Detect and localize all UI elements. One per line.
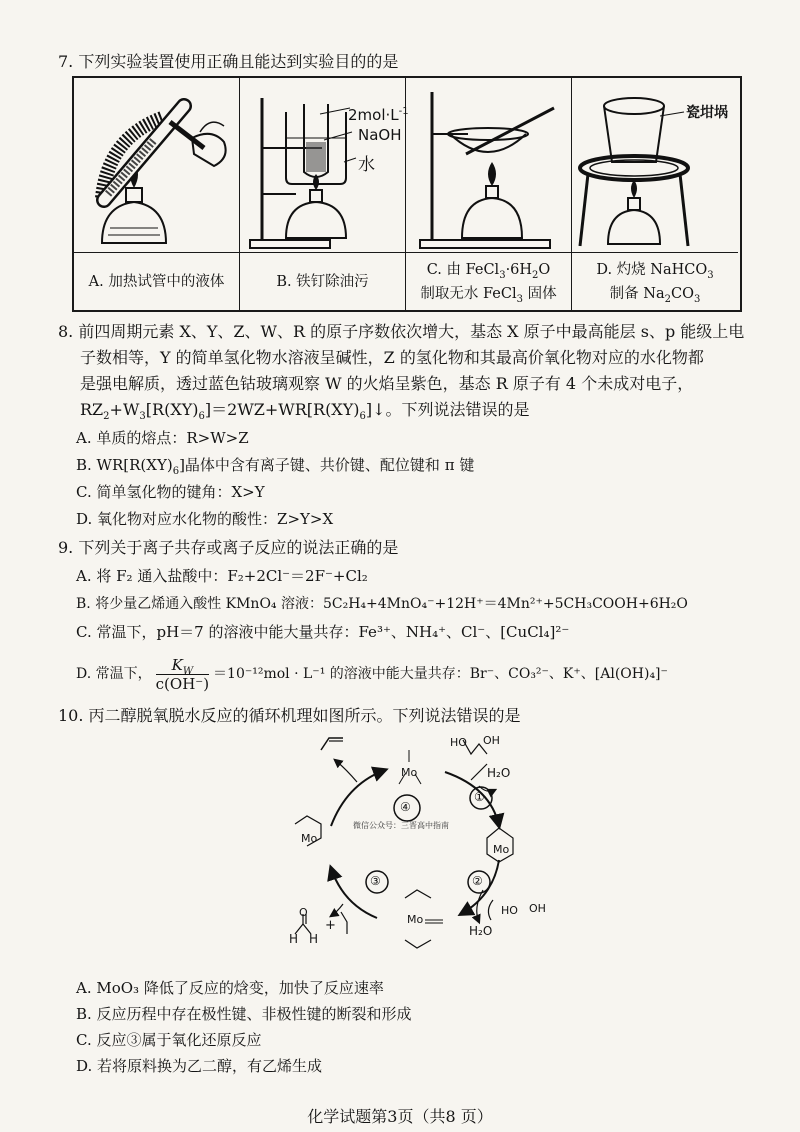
fraction-denominator: c(OH⁻) bbox=[155, 674, 210, 693]
kw-symbol: K bbox=[171, 655, 183, 674]
caption-c-l2-a: 制取无水 FeCl bbox=[420, 285, 517, 302]
q9-option-b: B. 将少量乙烯通入酸性 KMnO₄ 溶液：5C₂H₄+4MnO₄⁻+12H⁺＝4Mn²⁺+5CH₃COOH+6H₂O bbox=[76, 596, 688, 612]
q8-line-3: 是强电解质，透过蓝色钴玻璃观察 W 的火焰呈紫色，基态 R 原子有 4 个未成对电子， bbox=[80, 374, 694, 393]
page-footer: 化学试题第3页（共8 页） bbox=[307, 1107, 493, 1126]
caption-c-line2: 制取无水 FeCl$_3$ 固体 bbox=[420, 285, 557, 305]
caption-c-l1-a: C. 由 FeCl bbox=[426, 261, 500, 278]
q7-stem: 7. 下列实验装置使用正确且能达到实验目的的是 bbox=[58, 52, 399, 71]
q9-optd-post: ＝10⁻¹²mol · L⁻¹ 的溶液中能大量共存：Br⁻、CO₃²⁻、K⁺、[Al(OH)₄]⁻ bbox=[213, 666, 668, 682]
q8-option-c: C. 简单氢化物的键角：X>Y bbox=[76, 483, 265, 501]
q9-stem: 9. 下列关于离子共存或离子反应的说法正确的是 bbox=[58, 538, 399, 557]
q8-l4-e: ]↓。下列说法错误的是 bbox=[365, 400, 530, 419]
wechat-watermark: 微信公众号：三晋高中指南 bbox=[353, 821, 449, 830]
panel-d-crucible-label: 瓷坩埚 bbox=[686, 105, 728, 121]
q8-line-4: $RZ_2+W_3[R(XY)_6]=2WZ+WR[R(XY)_6]↓$。下列说法错误的是 bbox=[80, 400, 530, 423]
caption-d-l2-b: CO bbox=[670, 285, 694, 302]
beaker-water-bath-illustration bbox=[240, 78, 406, 252]
o-label-formaldehyde: O bbox=[299, 906, 308, 919]
caption-d-l2-a: 制备 Na bbox=[609, 285, 665, 302]
caption-c-l1-c: O bbox=[538, 261, 551, 278]
step-3-label: ③ bbox=[370, 874, 381, 888]
q8-line-2: 子数相等，Y 的简单氢化物水溶液呈碱性，Z 的氢化物和其最高价氧化物对应的水化物都 bbox=[80, 348, 704, 367]
q9-optd-pre: D. 常温下， bbox=[76, 666, 152, 682]
q7-caption-a bbox=[74, 252, 239, 310]
step-1-label: ① bbox=[474, 790, 485, 804]
q10-stem: 10. 丙二醇脱氧脱水反应的循环机理如图所示。下列说法错误的是 bbox=[58, 706, 521, 725]
q9-option-a: A. 将 F₂ 通入盐酸中：F₂+2Cl⁻＝2F⁻+Cl₂ bbox=[76, 567, 368, 585]
q8-line-1: 8. 前四周期元素 X、Y、Z、W、R 的原子序数依次增大，基态 X 原子中最高能层 s、p 能级上电 bbox=[58, 322, 745, 341]
q7-apparatus-table bbox=[72, 76, 742, 312]
ho-label-bottom: HO bbox=[501, 904, 518, 917]
caption-d-line1: D. 灼烧 NaHCO$_3$ bbox=[596, 261, 714, 281]
caption-d-line2: 制备 $Na_2CO_3$ bbox=[609, 285, 701, 305]
caption-a-text: A. 加热试管中的液体 bbox=[88, 273, 225, 290]
q8-l4-d: ]＝2WZ+WR[R(XY) bbox=[204, 400, 360, 419]
q7-caption-b bbox=[240, 252, 405, 310]
caption-d-l1: D. 灼烧 NaHCO bbox=[596, 261, 708, 278]
h2o-label-bottom: H₂O bbox=[469, 924, 493, 938]
q8-option-d: D. 氧化物对应水化物的酸性：Z>Y>X bbox=[76, 510, 334, 528]
q7-panel-d bbox=[572, 78, 738, 310]
q8-l4-b: +W bbox=[109, 400, 140, 419]
ho-label-top: HO bbox=[450, 736, 467, 749]
evaporating-dish-illustration bbox=[406, 78, 572, 252]
q8-option-b: B. $WR[R(XY)_6]$晶体中含有离子键、共价键、配位键和 π 键 bbox=[76, 456, 475, 477]
h-label-left: H bbox=[289, 932, 299, 946]
caption-c-l1-b: ·6H bbox=[505, 261, 533, 278]
oh-label-bottom: OH bbox=[529, 902, 546, 915]
q8-optb-a: B. WR[R(XY) bbox=[76, 456, 173, 474]
mo-label-left: Mo bbox=[301, 832, 318, 845]
caption-c-line1: C. 由 $FeCl_3\cdot 6H_2O$ bbox=[426, 261, 551, 281]
conc-sup: -1 bbox=[398, 106, 409, 117]
step-2-label: ② bbox=[472, 874, 483, 888]
h2o-label-top: H₂O bbox=[487, 766, 511, 780]
q8-optb-b: ]晶体中含有离子键、共价键、配位键和 π 键 bbox=[179, 456, 475, 474]
q8-l4-c: [R(XY) bbox=[145, 400, 199, 419]
catalytic-cycle-diagram bbox=[265, 728, 565, 968]
q7-panel-a bbox=[74, 78, 240, 310]
q7-panel-c bbox=[406, 78, 572, 310]
q10-option-d: D. 若将原料换为乙二醇，有乙烯生成 bbox=[76, 1057, 323, 1075]
oh-label-top: OH bbox=[483, 734, 500, 747]
panel-b-naoh-label: NaOH bbox=[358, 126, 402, 144]
h-label-right: H bbox=[309, 932, 319, 946]
q7-caption-c bbox=[406, 252, 571, 310]
q9-option-c: C. 常温下，pH＝7 的溶液中能大量共存：Fe³⁺、NH₄⁺、Cl⁻、[CuCl₄]²⁻ bbox=[76, 623, 570, 641]
panel-b-water-label: 水 bbox=[358, 155, 375, 175]
step-4-label: ④ bbox=[400, 800, 411, 814]
q8-l4-a: RZ bbox=[80, 400, 104, 419]
kw-over-oh-fraction bbox=[156, 656, 209, 693]
mo-label-right: Mo bbox=[493, 843, 510, 856]
fraction-numerator bbox=[156, 656, 209, 675]
q10-option-b: B. 反应历程中存在极性键、非极性键的断裂和形成 bbox=[76, 1005, 412, 1023]
plus-sign: + bbox=[325, 918, 336, 933]
kw-subscript: W bbox=[182, 665, 194, 677]
q7-caption-d bbox=[572, 252, 738, 310]
mo-label-bottom: Mo bbox=[407, 913, 424, 926]
q10-option-c: C. 反应③属于氧化还原反应 bbox=[76, 1031, 262, 1049]
q9-option-d bbox=[76, 652, 668, 696]
mo-label-top: Mo bbox=[401, 766, 418, 779]
panel-b-concentration-label bbox=[348, 106, 409, 124]
q7-panel-b bbox=[240, 78, 409, 310]
q8-option-a: A. 单质的熔点：R>W>Z bbox=[76, 429, 249, 447]
q10-option-a: A. MoO₃ 降低了反应的焓变，加快了反应速率 bbox=[76, 979, 384, 997]
test-tube-heating-illustration bbox=[74, 78, 240, 252]
conc-text: 2mol·L bbox=[348, 106, 399, 124]
caption-b-text: B. 铁钉除油污 bbox=[276, 273, 369, 290]
caption-c-l2-b: 固体 bbox=[527, 285, 557, 302]
